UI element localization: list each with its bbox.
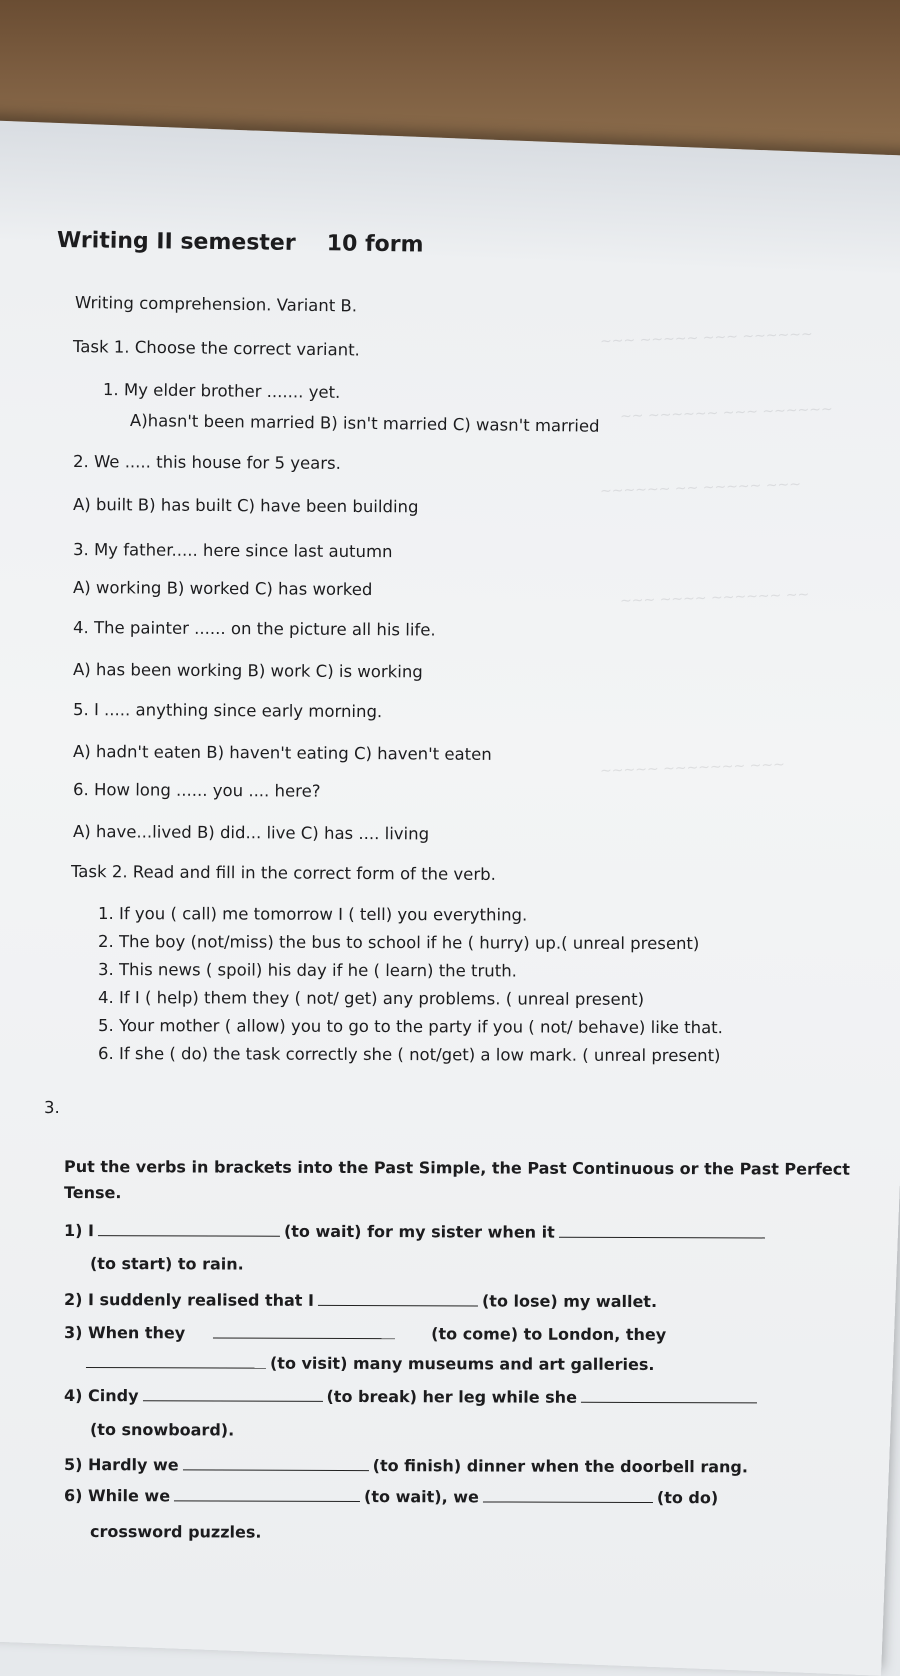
task3-item [64, 1221, 769, 1242]
item-text: 1) I [63, 1221, 95, 1241]
task1-question: 4. The painter ...... on the picture all his life. [72, 618, 436, 640]
task1-question: 6. How long ...... you .... here? [72, 780, 321, 801]
item-text: (to do) [656, 1488, 719, 1508]
task3-number: 3. [43, 1098, 60, 1118]
answer-blank[interactable] [581, 1388, 757, 1404]
show-through-text: ~~ ~~~~~~ ~~~ ~~~~~~ [619, 401, 833, 425]
answer-blank[interactable] [483, 1487, 653, 1503]
task2-item: 3. This news ( spoil) his day if he ( learn) the truth. [97, 960, 517, 981]
answer-blank[interactable] [174, 1486, 360, 1502]
task1-options: A)hasn't been married B) isn't married C) wasn't married [129, 411, 600, 436]
item-text: (to finish) dinner when the doorbell rang. [372, 1456, 749, 1477]
task2-item: 4. If I ( help) them they ( not/ get) any problems. ( unreal present) [97, 988, 645, 1009]
task3-item [64, 1455, 748, 1476]
answer-blank[interactable] [183, 1455, 369, 1471]
subtitle: Writing comprehension. Variant B. [74, 293, 358, 316]
task1-options: A) working B) worked C) has worked [72, 578, 373, 600]
task3-item-cont: crossword puzzles. [89, 1522, 262, 1542]
page-title [57, 228, 424, 257]
task3-item [64, 1386, 761, 1407]
task2-item: 1. If you ( call) me tomorrow I ( tell) you everything. [97, 904, 528, 925]
item-text: (to visit) many museums and art galleries. [269, 1353, 655, 1374]
form-text: 10 form [326, 231, 424, 258]
task1-question: 3. My father..... here since last autumn [72, 540, 393, 562]
item-text: (to come) to London, they [431, 1324, 667, 1345]
title-text: Writing II semester [56, 228, 296, 256]
task3-item-cont: (to start) to rain. [89, 1254, 244, 1274]
item-text: (to lose) my wallet. [481, 1291, 658, 1312]
task3-item [64, 1486, 718, 1507]
task3-item-cont [86, 1353, 655, 1374]
task2-heading: Task 2. Read and fill in the correct form of the verb. [70, 862, 496, 884]
task3-item [64, 1290, 657, 1311]
show-through-text: ~~~ ~~~~~ ~~~ ~~~~~~ [599, 326, 813, 350]
task3-instruction: Tense. [63, 1183, 122, 1203]
answer-blank[interactable] [98, 1221, 280, 1237]
item-text: (to wait) for my sister when it [283, 1221, 555, 1242]
answer-blank[interactable] [318, 1291, 478, 1307]
task1-heading: Task 1. Choose the correct variant. [72, 337, 360, 360]
task1-question: 1. My elder brother ....... yet. [102, 380, 341, 402]
task1-question: 2. We ..... this house for 5 years. [72, 452, 341, 473]
answer-blank[interactable] [559, 1223, 765, 1239]
item-text: 3) When they [63, 1323, 186, 1343]
task1-options: A) built B) has built C) have been building [72, 495, 419, 517]
item-text: 2) I suddenly realised that I [63, 1290, 315, 1310]
task1-question: 5. I ..... anything since early morning. [72, 700, 383, 722]
task1-options: A) has been working B) work C) is working [72, 660, 423, 682]
show-through-text: ~~~~~~ ~~ ~~~~~ ~~~ [599, 476, 802, 500]
item-text: 5) Hardly we [63, 1455, 179, 1475]
task1-options: A) have...lived B) did... live C) has .... living [72, 822, 430, 844]
task3-item [64, 1323, 666, 1344]
answer-blank[interactable] [86, 1353, 266, 1369]
answer-blank[interactable] [142, 1386, 322, 1402]
item-text: 6) While we [63, 1486, 171, 1506]
show-through-text: ~~~ ~~~~ ~~~~~~ ~~ [619, 586, 810, 610]
show-through-text: ~~~~~ ~~~~~~~ ~~~ [599, 756, 786, 780]
task3-instruction: Put the verbs in brackets into the Past Simple, the Past Continuous or the Past Perfect [63, 1157, 850, 1179]
item-text: (to wait), we [364, 1487, 479, 1507]
task1-options: A) hadn't eaten B) haven't eating C) haven't eaten [72, 742, 492, 764]
task2-item: 2. The boy (not/miss) the bus to school if he ( hurry) up.( unreal present) [97, 932, 700, 954]
task2-item: 6. If she ( do) the task correctly she ( not/get) a low mark. ( unreal present) [97, 1044, 721, 1066]
task2-item: 5. Your mother ( allow) you to go to the party if you ( not/ behave) like that. [97, 1016, 723, 1038]
item-text: 4) Cindy [63, 1386, 139, 1406]
answer-blank[interactable] [213, 1324, 395, 1340]
item-text: (to break) her leg while she [326, 1386, 577, 1407]
task3-item-cont: (to snowboard). [89, 1420, 235, 1440]
